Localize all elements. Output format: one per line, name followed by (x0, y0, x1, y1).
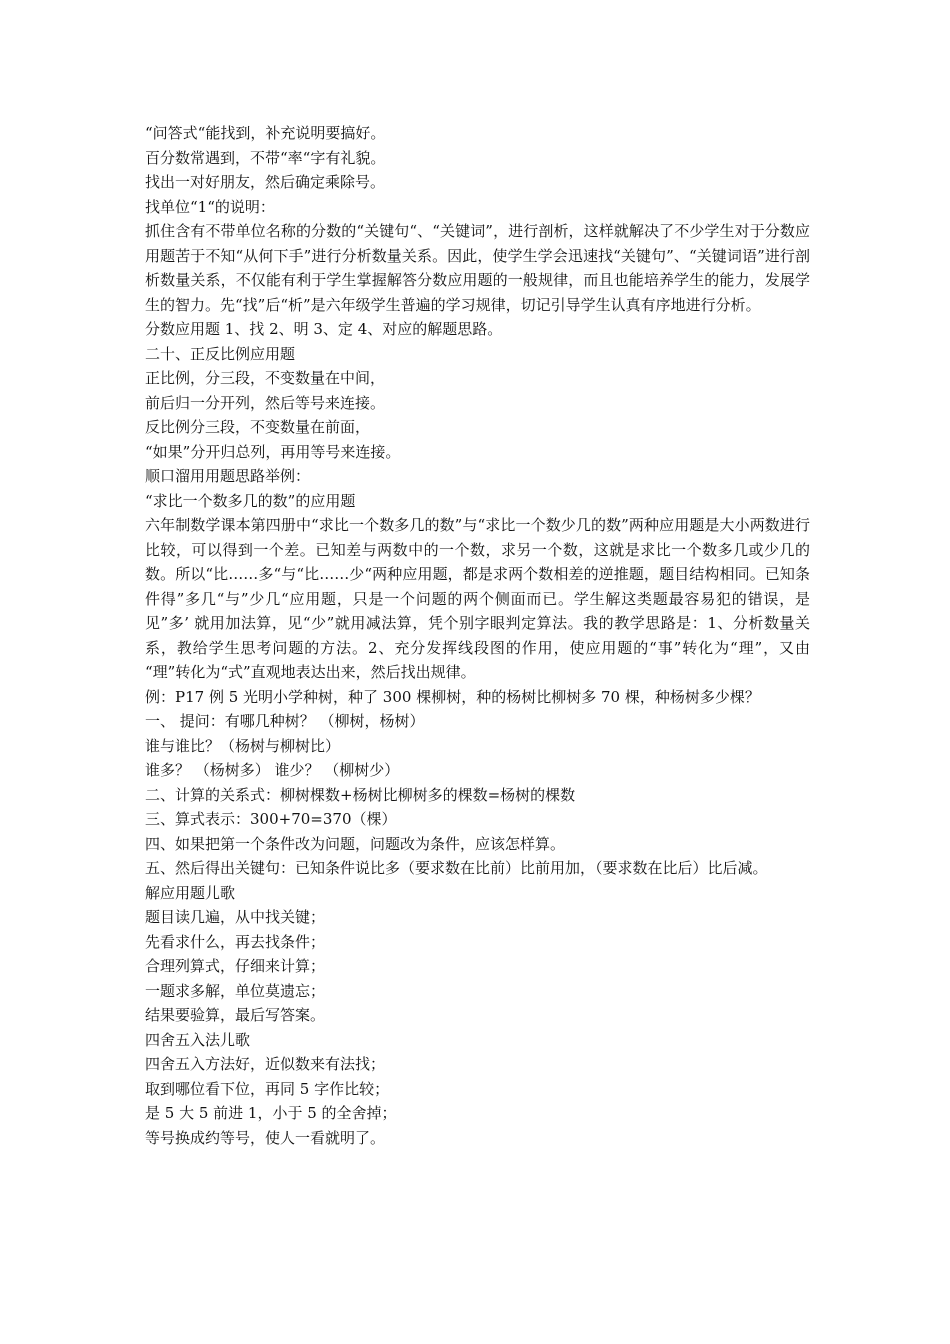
rhyme-line: 结果要验算，最后写答案。 (145, 1006, 326, 1024)
text-line: 二、计算的关系式：柳树棵数+杨树比柳树多的棵数=杨树的棵数 (145, 785, 576, 804)
text-line: 正比例，分三段，不变数量在中间， (145, 369, 386, 387)
text-line: “如果”分开归总列，再用等号来连接。 (145, 442, 401, 461)
text-line: 找出一对好朋友，然后确定乘除号。 (145, 173, 386, 191)
text-line: 顺口溜用用题思路举例： (145, 467, 311, 485)
section-heading: 二十、正反比例应用题 (145, 344, 296, 363)
rhyme-line: 等号换成约等号，使人一看就明了。 (145, 1128, 386, 1147)
rhyme-line: 四舍五入方法好，近似数来有法找； (145, 1055, 386, 1073)
text-line: 五、然后得出关键句：已知条件说比多（要求数在比前）比前用加，（要求数在比后）比后减。 (145, 859, 768, 877)
text-line: “问答式“能找到，补充说明要搞好。 (145, 124, 386, 142)
text-line: 四、如果把第一个条件改为问题，问题改为条件，应该怎样算。 (145, 834, 566, 853)
subheading: 解应用题儿歌 (145, 883, 236, 902)
text-line: 分数应用题 1、找 2、明 3、定 4、对应的解题思路。 (145, 320, 503, 338)
example-problem: 例：P17 例 5 光明小学种树，种了 300 棵柳树，种的杨树比柳树多 70 棵，种杨树多少棵？ (145, 687, 760, 706)
rhyme-line: 题目读几遍，从中找关键； (145, 908, 326, 926)
rhyme-line: 取到哪位看下位，再同 5 字作比较； (145, 1079, 390, 1098)
text-line: 三、算式表示：300+70=370（棵） (145, 810, 397, 828)
text-line: 谁多？ （杨树多） 谁少？ （柳树少） (145, 761, 400, 779)
text-line: 谁与谁比？（杨树与柳树比） (145, 736, 341, 755)
paragraph-key-sentence: 抓住含有不带单位名称的分数的“关键句“、“关键词”，进行剖析，这样就解决了不少学生对于分数应用题苦于不知“从何下手”进行分析数量关系。因此，使学生学会迅速找“关键句”、“关键词语”进行剖析数量关系，不仅能有利于学生掌握解答分数应用题的一般规律，而且也能培养学生的能力，发展学生的智力。先“找”后“析”是六年级学生普遍的学习规律，切记引导学生认真有序地进行分析。 (145, 222, 810, 314)
rhyme-line: 是 5 大 5 前进 1，小于 5 的全舍掉； (145, 1104, 397, 1122)
text-line: 反比例分三段，不变数量在前面， (145, 418, 371, 436)
rhyme-line: 合理列算式，仔细来计算； (145, 957, 326, 975)
subheading: 四舍五入法儿歌 (145, 1030, 251, 1049)
text-line: 一、 提问：有哪几种树？ （柳树，杨树） (145, 712, 425, 730)
subheading: “求比一个数多几的数”的应用题 (145, 491, 356, 510)
text-line: 百分数常遇到，不带“率“字有礼貌。 (145, 148, 386, 167)
rhyme-line: 一题求多解，单位莫遗忘； (145, 981, 326, 1000)
paragraph-teaching: 六年制数学课本第四册中“求比一个数多几的数”与“求比一个数少几的数”两种应用题是大小两数进行比较，可以得到一个差。已知差与两数中的一个数，求另一个数，这就是求比一个数多几或少几的数。所以“比……多“与“比……少“两种应用题，都是求两个数相差的逆推题，题目结构相同。已知条件得”多几“与”少几“应用题，只是一个问题的两个侧面而已。学生解这类题最容易犯的错误，是见”多’ 就用加法算，见“少”就用减法算，凭个别字眼判定算法。我的教学思路是：1、分析数量关系，教给学生思考问题的方法。2、充分发挥线段图的作用，使应用题的“事”转化为“理”，又由 “理”转化为“式”直观地表达出来，然后找出规律。 (145, 516, 810, 681)
rhyme-line: 先看求什么，再去找条件； (145, 932, 326, 951)
document-body (145, 121, 810, 1150)
text-line: 找单位“1“的说明： (145, 197, 275, 216)
text-line: 前后归一分开列，然后等号来连接。 (145, 393, 386, 412)
